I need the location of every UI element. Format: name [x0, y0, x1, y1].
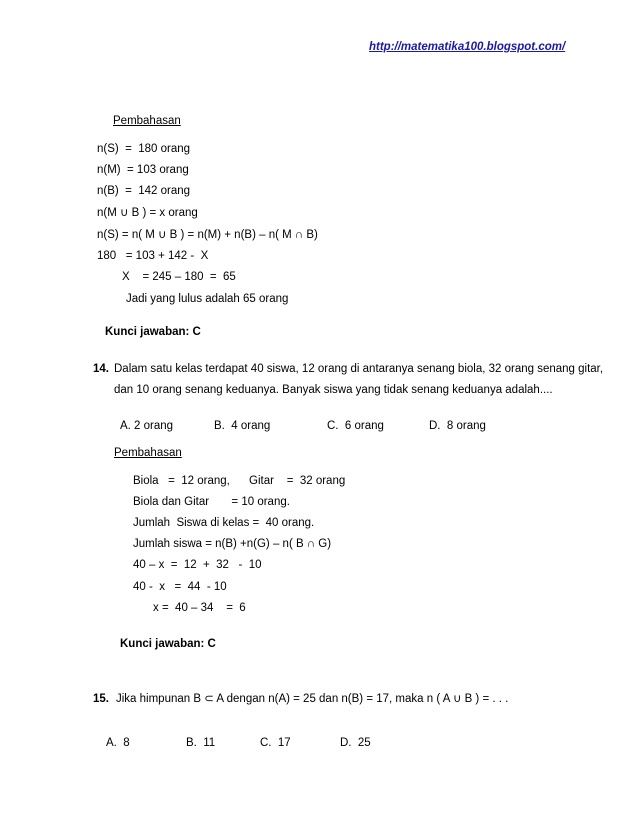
q14-option-a[interactable]: A. 2 orang — [120, 420, 174, 432]
blog-url-link[interactable]: http://matematika100.blogspot.com/ — [369, 41, 566, 53]
q15-question: Jika himpunan B ⊂ A dengan n(A) = 25 dan n(B) = 17, maka n ( A ∪ B ) = . . . — [116, 693, 509, 705]
q13-pembahasan-heading: Pembahasan — [113, 115, 181, 127]
q15-number: 15. — [93, 693, 109, 705]
q14-line-simplify: 40 - x = 44 - 10 — [133, 581, 227, 593]
q14-number: 14. — [93, 363, 109, 375]
q13-line-union: n(M ∪ B ) = x orang — [97, 207, 198, 219]
q15-option-a[interactable]: A. 8 — [106, 737, 130, 749]
q14-answer-key: Kunci jawaban: C — [120, 638, 216, 650]
q15-option-b[interactable]: B. 11 — [186, 737, 216, 749]
q14-question-line1: Dalam satu kelas terdapat 40 siswa, 12 orang di antaranya senang biola, 32 orang senang gitar, — [114, 363, 604, 375]
q14-line-biola-gitar: Biola = 12 orang, Gitar = 32 orang — [133, 475, 346, 487]
q14-line-sub: 40 – x = 12 + 32 - 10 — [133, 559, 262, 571]
q15-option-d[interactable]: D. 25 — [340, 737, 371, 749]
q13-line-formula: n(S) = n( M ∪ B ) = n(M) + n(B) – n( M ∩ B) — [97, 229, 318, 241]
q14-line-result: x = 40 – 34 = 6 — [153, 602, 246, 614]
q13-line-nm: n(M) = 103 orang — [97, 164, 189, 176]
q14-line-formula: Jumlah siswa = n(B) +n(G) – n( B ∩ G) — [133, 538, 332, 550]
q14-option-b[interactable]: B. 4 orang — [214, 420, 271, 432]
q13-line-conclusion: Jadi yang lulus adalah 65 orang — [126, 293, 289, 305]
q13-line-x: X = 245 – 180 = 65 — [122, 271, 236, 283]
q15-option-c[interactable]: C. 17 — [260, 737, 291, 749]
q14-option-d[interactable]: D. 8 orang — [429, 420, 486, 432]
q14-line-biola-dan-gitar: Biola dan Gitar = 10 orang. — [133, 496, 290, 508]
q13-line-nb: n(B) = 142 orang — [97, 185, 191, 197]
q13-answer-key: Kunci jawaban: C — [105, 326, 201, 338]
q14-option-c[interactable]: C. 6 orang — [327, 420, 384, 432]
q14-line-jumlah-siswa-kelas: Jumlah Siswa di kelas = 40 orang. — [133, 517, 315, 529]
q14-question-line2: dan 10 orang senang keduanya. Banyak siswa yang tidak senang keduanya adalah.... — [114, 384, 553, 396]
q14-pembahasan-heading: Pembahasan — [114, 447, 182, 459]
q13-line-ns: n(S) = 180 orang — [97, 143, 191, 155]
q13-line-sub: 180 = 103 + 142 - X — [97, 250, 209, 262]
